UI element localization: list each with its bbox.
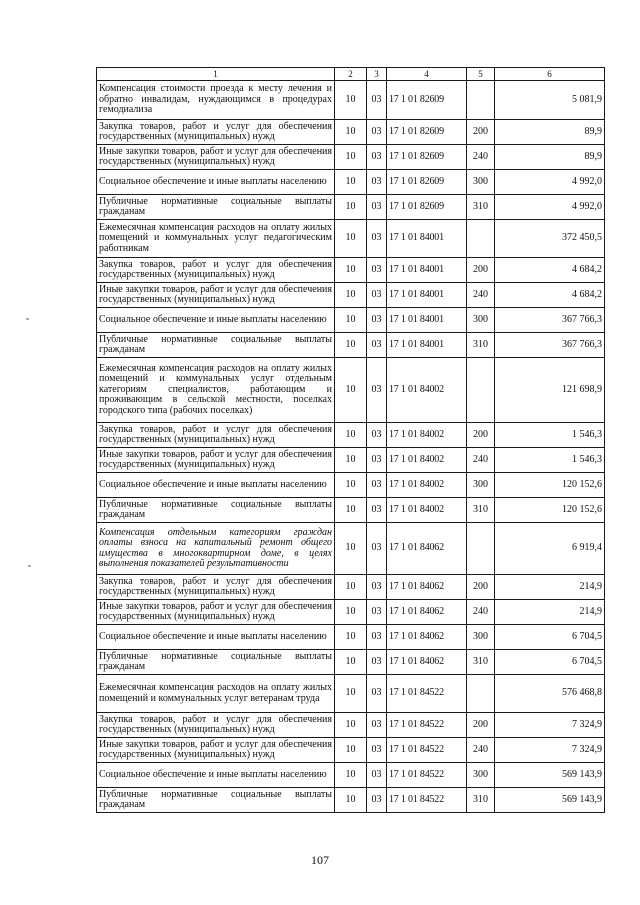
expense-type: 310 (467, 650, 495, 675)
target-code: 17 1 01 84062 (387, 523, 467, 575)
ministry-code: 10 (335, 650, 367, 675)
table-header-row (97, 68, 605, 81)
amount-value: 367 766,3 (495, 308, 605, 333)
scan-mark (28, 565, 31, 567)
amount-value: 6 704,5 (495, 625, 605, 650)
expense-type (467, 675, 495, 713)
target-code: 17 1 01 84001 (387, 258, 467, 283)
section-code: 03 (367, 333, 387, 358)
section-code: 03 (367, 283, 387, 308)
section-code: 03 (367, 308, 387, 333)
target-code: 17 1 01 84001 (387, 308, 467, 333)
target-code: 17 1 01 84062 (387, 625, 467, 650)
row-name: Закупка товаров, работ и услуг для обеспечения государственных (муниципальных) нужд (97, 258, 335, 283)
table-row (97, 763, 605, 788)
target-code: 17 1 01 84522 (387, 675, 467, 713)
amount-value: 367 766,3 (495, 333, 605, 358)
table-row (97, 81, 605, 120)
scan-mark (26, 318, 29, 320)
row-name: Ежемесячная компенсация расходов на оплату жилых помещений и коммунальных услуг педагогическим работникам (97, 220, 335, 258)
target-code: 17 1 01 84522 (387, 788, 467, 813)
amount-value: 4 992,0 (495, 195, 605, 220)
amount-value: 120 152,6 (495, 498, 605, 523)
row-name: Социальное обеспечение и иные выплаты населению (97, 308, 335, 333)
target-code: 17 1 01 84522 (387, 738, 467, 763)
amount-value: 4 684,2 (495, 283, 605, 308)
section-code: 03 (367, 358, 387, 423)
section-code: 03 (367, 625, 387, 650)
expense-type: 310 (467, 195, 495, 220)
expense-type: 300 (467, 308, 495, 333)
row-name: Иные закупки товаров, работ и услуг для обеспечения государственных (муниципальных) нужд (97, 448, 335, 473)
ministry-code: 10 (335, 170, 367, 195)
expense-type: 240 (467, 283, 495, 308)
row-name: Иные закупки товаров, работ и услуг для обеспечения государственных (муниципальных) нужд (97, 738, 335, 763)
ministry-code: 10 (335, 625, 367, 650)
ministry-code: 10 (335, 713, 367, 738)
expense-type: 240 (467, 448, 495, 473)
amount-value: 214,9 (495, 575, 605, 600)
target-code: 17 1 01 84002 (387, 498, 467, 523)
page-number: 107 (311, 853, 329, 867)
target-code: 17 1 01 84522 (387, 713, 467, 738)
ministry-code: 10 (335, 283, 367, 308)
target-code: 17 1 01 84001 (387, 333, 467, 358)
section-code: 03 (367, 195, 387, 220)
expense-type: 310 (467, 498, 495, 523)
expense-type: 200 (467, 423, 495, 448)
ministry-code: 10 (335, 358, 367, 423)
row-name: Закупка товаров, работ и услуг для обеспечения государственных (муниципальных) нужд (97, 575, 335, 600)
amount-value: 5 081,9 (495, 81, 605, 120)
expense-type (467, 81, 495, 120)
expense-type: 200 (467, 713, 495, 738)
target-code: 17 1 01 82609 (387, 81, 467, 120)
row-name: Публичные нормативные социальные выплаты гражданам (97, 195, 335, 220)
ministry-code: 10 (335, 220, 367, 258)
amount-value: 576 468,8 (495, 675, 605, 713)
row-name: Иные закупки товаров, работ и услуг для обеспечения государственных (муниципальных) нужд (97, 145, 335, 170)
table-row (97, 170, 605, 195)
amount-value: 6 919,4 (495, 523, 605, 575)
ministry-code: 10 (335, 675, 367, 713)
expense-type: 240 (467, 600, 495, 625)
amount-value: 4 992,0 (495, 170, 605, 195)
row-name: Социальное обеспечение и иные выплаты населению (97, 763, 335, 788)
row-name: Ежемесячная компенсация расходов на оплату жилых помещений и коммунальных услуг отдельным категориям специалистов, работающим и проживающим в сельской местности, поселках городского типа (рабочих поселках) (97, 358, 335, 423)
section-code: 03 (367, 170, 387, 195)
section-code: 03 (367, 713, 387, 738)
target-code: 17 1 01 82609 (387, 120, 467, 145)
amount-value: 214,9 (495, 600, 605, 625)
ministry-code: 10 (335, 120, 367, 145)
row-name: Закупка товаров, работ и услуг для обеспечения государственных (муниципальных) нужд (97, 423, 335, 448)
amount-value: 569 143,9 (495, 788, 605, 813)
section-code: 03 (367, 763, 387, 788)
ministry-code: 10 (335, 333, 367, 358)
section-code: 03 (367, 258, 387, 283)
table-row (97, 308, 605, 333)
table-row (97, 145, 605, 170)
column-header: 1 (97, 68, 335, 81)
target-code: 17 1 01 84001 (387, 220, 467, 258)
column-header: 5 (467, 68, 495, 81)
row-name: Публичные нормативные социальные выплаты гражданам (97, 498, 335, 523)
table-row (97, 738, 605, 763)
row-name: Ежемесячная компенсация расходов на оплату жилых помещений и коммунальных услуг ветеранам труда (97, 675, 335, 713)
amount-value: 121 698,9 (495, 358, 605, 423)
table-row (97, 713, 605, 738)
target-code: 17 1 01 84002 (387, 448, 467, 473)
ministry-code: 10 (335, 473, 367, 498)
table-row (97, 575, 605, 600)
amount-value: 120 152,6 (495, 473, 605, 498)
ministry-code: 10 (335, 448, 367, 473)
section-code: 03 (367, 473, 387, 498)
table-row (97, 473, 605, 498)
section-code: 03 (367, 145, 387, 170)
section-code: 03 (367, 423, 387, 448)
target-code: 17 1 01 84522 (387, 763, 467, 788)
table-row (97, 283, 605, 308)
expense-type: 300 (467, 625, 495, 650)
target-code: 17 1 01 82609 (387, 195, 467, 220)
row-name: Иные закупки товаров, работ и услуг для обеспечения государственных (муниципальных) нужд (97, 283, 335, 308)
target-code: 17 1 01 84002 (387, 473, 467, 498)
amount-value: 6 704,5 (495, 650, 605, 675)
row-name: Иные закупки товаров, работ и услуг для обеспечения государственных (муниципальных) нужд (97, 600, 335, 625)
target-code: 17 1 01 82609 (387, 145, 467, 170)
table-row (97, 120, 605, 145)
expense-type: 300 (467, 170, 495, 195)
row-name: Закупка товаров, работ и услуг для обеспечения государственных (муниципальных) нужд (97, 713, 335, 738)
section-code: 03 (367, 81, 387, 120)
table-row (97, 650, 605, 675)
amount-value: 89,9 (495, 120, 605, 145)
amount-value: 569 143,9 (495, 763, 605, 788)
target-code: 17 1 01 82609 (387, 170, 467, 195)
row-name: Компенсация стоимости проезда к месту лечения и обратно инвалидам, нуждающимся в процедурах гемодиализа (97, 81, 335, 120)
table-row (97, 423, 605, 448)
column-header: 4 (387, 68, 467, 81)
target-code: 17 1 01 84062 (387, 650, 467, 675)
ministry-code: 10 (335, 145, 367, 170)
ministry-code: 10 (335, 423, 367, 448)
expense-type (467, 358, 495, 423)
expense-type: 200 (467, 120, 495, 145)
table-row (97, 625, 605, 650)
amount-value: 372 450,5 (495, 220, 605, 258)
section-code: 03 (367, 120, 387, 145)
ministry-code: 10 (335, 738, 367, 763)
target-code: 17 1 01 84001 (387, 283, 467, 308)
row-name: Публичные нормативные социальные выплаты гражданам (97, 650, 335, 675)
row-name: Социальное обеспечение и иные выплаты населению (97, 170, 335, 195)
table-row (97, 448, 605, 473)
ministry-code: 10 (335, 600, 367, 625)
expense-type: 200 (467, 258, 495, 283)
section-code: 03 (367, 788, 387, 813)
amount-value: 4 684,2 (495, 258, 605, 283)
amount-value: 7 324,9 (495, 713, 605, 738)
target-code: 17 1 01 84062 (387, 600, 467, 625)
ministry-code: 10 (335, 763, 367, 788)
expense-type: 310 (467, 333, 495, 358)
expense-type: 310 (467, 788, 495, 813)
column-header: 3 (367, 68, 387, 81)
expense-type: 300 (467, 763, 495, 788)
expense-type (467, 523, 495, 575)
ministry-code: 10 (335, 788, 367, 813)
section-code: 03 (367, 650, 387, 675)
section-code: 03 (367, 600, 387, 625)
row-name: Публичные нормативные социальные выплаты гражданам (97, 788, 335, 813)
row-name: Компенсация отдельным категориям граждан оплаты взноса на капитальный ремонт общего имущества в многоквартирном доме, в целях выполнения показателей результативности (97, 523, 335, 575)
table-row (97, 498, 605, 523)
amount-value: 1 546,3 (495, 448, 605, 473)
target-code: 17 1 01 84062 (387, 575, 467, 600)
target-code: 17 1 01 84002 (387, 423, 467, 448)
expense-type (467, 220, 495, 258)
expense-type: 200 (467, 575, 495, 600)
table-row (97, 523, 605, 575)
section-code: 03 (367, 448, 387, 473)
row-name: Социальное обеспечение и иные выплаты населению (97, 625, 335, 650)
expense-type: 240 (467, 145, 495, 170)
ministry-code: 10 (335, 258, 367, 283)
table-row (97, 788, 605, 813)
section-code: 03 (367, 220, 387, 258)
column-header: 6 (495, 68, 605, 81)
ministry-code: 10 (335, 498, 367, 523)
amount-value: 89,9 (495, 145, 605, 170)
section-code: 03 (367, 498, 387, 523)
ministry-code: 10 (335, 575, 367, 600)
budget-table (96, 67, 605, 813)
table-row (97, 195, 605, 220)
section-code: 03 (367, 575, 387, 600)
ministry-code: 10 (335, 195, 367, 220)
table-row (97, 220, 605, 258)
row-name: Социальное обеспечение и иные выплаты населению (97, 473, 335, 498)
table-row (97, 333, 605, 358)
amount-value: 1 546,3 (495, 423, 605, 448)
ministry-code: 10 (335, 81, 367, 120)
expense-type: 300 (467, 473, 495, 498)
table-row (97, 358, 605, 423)
expense-type: 240 (467, 738, 495, 763)
amount-value: 7 324,9 (495, 738, 605, 763)
section-code: 03 (367, 738, 387, 763)
column-header: 2 (335, 68, 367, 81)
row-name: Закупка товаров, работ и услуг для обеспечения государственных (муниципальных) нужд (97, 120, 335, 145)
row-name: Публичные нормативные социальные выплаты гражданам (97, 333, 335, 358)
section-code: 03 (367, 523, 387, 575)
section-code: 03 (367, 675, 387, 713)
table-row (97, 600, 605, 625)
table-row (97, 258, 605, 283)
ministry-code: 10 (335, 308, 367, 333)
table-row (97, 675, 605, 713)
target-code: 17 1 01 84002 (387, 358, 467, 423)
ministry-code: 10 (335, 523, 367, 575)
